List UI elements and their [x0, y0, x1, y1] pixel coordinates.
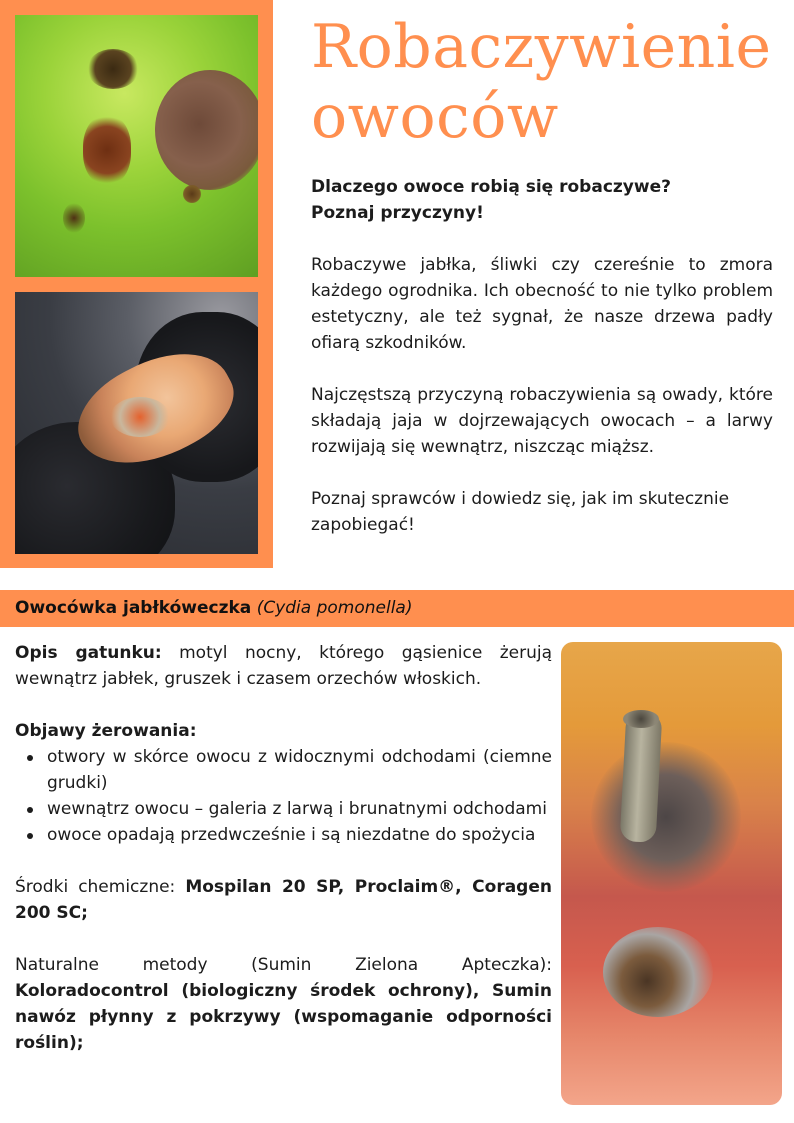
- intro-section: [311, 174, 773, 538]
- species-description: [15, 640, 552, 692]
- page-title: [311, 12, 771, 152]
- intro-question-line-2: Poznaj przyczyny!: [311, 203, 484, 223]
- chemical-methods: [15, 874, 552, 926]
- natural-products: Koloradocontrol (biologiczny środek ochrony), Sumin nawóz płynny z pokrzywy (wspomaganie odporności roślin);: [15, 981, 552, 1053]
- chemical-products: Mospilan 20 SP, Proclaim®, Coragen 200 SC;: [15, 877, 552, 923]
- species-header-band: [0, 590, 794, 627]
- apple-damage-photo: [15, 15, 258, 277]
- description-label: Opis gatunku:: [15, 643, 162, 663]
- photo-panel: [0, 0, 273, 568]
- description-text: motyl nocny, którego gąsienice żerują wewnątrz jabłek, gruszek i czasem orzechów włoskich.: [15, 643, 552, 689]
- natural-label: Naturalne metody (Sumin Zielona Apteczka):: [15, 955, 552, 975]
- natural-methods: [15, 952, 552, 1056]
- intro-paragraph-1: Robaczywe jabłka, śliwki czy czereśnie to zmora każdego ogrodnika. Ich obecność to nie tylko problem estetyczny, ale też sygnał, że nasze drzewa padły ofiarą szkodników.: [311, 255, 773, 353]
- damaged-red-apple-photo: [561, 642, 782, 1105]
- symptoms-list: [15, 744, 552, 848]
- title-line-1: Robaczywienie: [311, 12, 772, 82]
- list-item: owoce opadają przedwcześnie i są niezdatne do spożycia: [15, 822, 552, 848]
- intro-question: [311, 174, 773, 226]
- title-line-2: owoców: [311, 82, 559, 152]
- intro-paragraph-2: Najczęstszą przyczyną robaczywienia są owady, które składają jaja w dojrzewających owocach – a larwy rozwijają się wewnątrz, niszcząc miąższ.: [311, 385, 773, 457]
- species-content: [15, 640, 552, 1056]
- cut-fruit-larva-photo: [15, 292, 258, 554]
- symptoms-heading: Objawy żerowania:: [15, 721, 197, 741]
- species-heading: [15, 597, 412, 619]
- chemical-label: Środki chemiczne:: [15, 877, 186, 897]
- species-latin-name: (Cydia pomonella): [256, 598, 413, 618]
- list-item: otwory w skórce owocu z widocznymi odchodami (ciemne grudki): [15, 744, 552, 796]
- intro-paragraph-3: Poznaj sprawców i dowiedz się, jak im skutecznie zapobiegać!: [311, 489, 730, 535]
- list-item: wewnątrz owocu – galeria z larwą i brunatnymi odchodami: [15, 796, 552, 822]
- species-name: Owocówka jabłkóweczka: [15, 598, 252, 618]
- intro-question-line-1: Dlaczego owoce robią się robaczywe?: [311, 177, 671, 197]
